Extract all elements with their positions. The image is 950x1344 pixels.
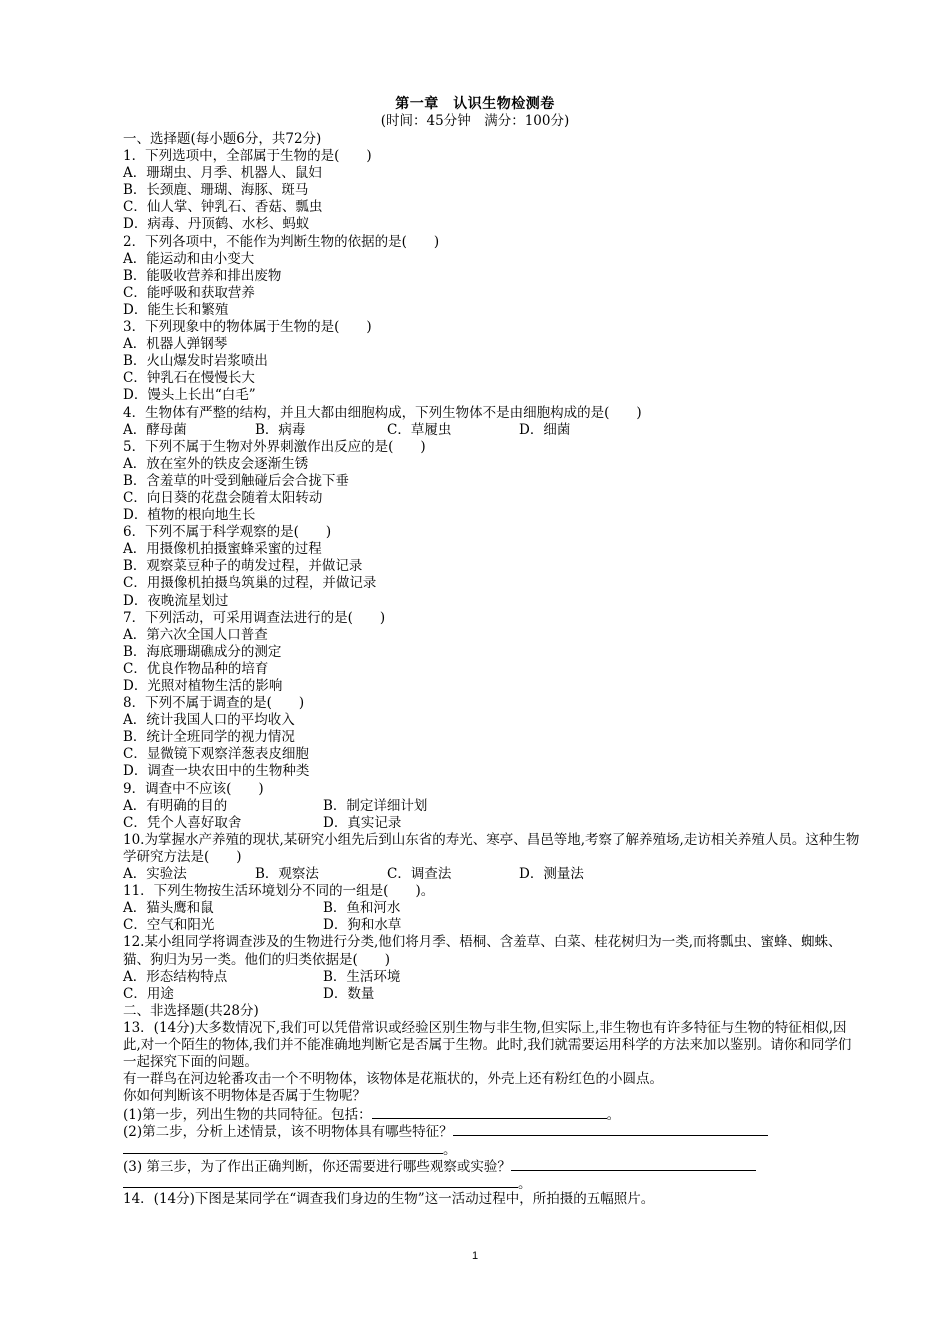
step-1 (123, 1105, 863, 1122)
document-subtitle: (时间：45分钟 满分：100分) (380, 113, 570, 129)
answer-blank-3a[interactable] (511, 1157, 756, 1171)
options-row (123, 815, 863, 832)
option-a: A．猫头鹰和鼠 (123, 900, 214, 917)
question-3 (123, 319, 863, 404)
question-7 (123, 610, 863, 695)
option-b: B．鱼和河水 (323, 900, 401, 917)
answer-blank-1[interactable] (372, 1105, 607, 1119)
option-b: B．观察菜豆种子的萌发过程，并做记录 (123, 558, 363, 575)
page-number: 1 (471, 1250, 479, 1262)
option-d: D．能生长和繁殖 (123, 301, 229, 318)
option-d: D．真实记录 (323, 814, 402, 831)
answer-blank-2a[interactable] (453, 1122, 768, 1136)
question-13 (123, 1020, 863, 1191)
option-d: D．馒头上长出“白毛” (123, 387, 256, 404)
option-d: D．调查一块农田中的生物种类 (123, 763, 310, 780)
question-stem: 4．生物体有严整的结构，并且大都由细胞构成，下列生物体不是由细胞构成的是( ) (123, 404, 642, 421)
option-c: C．调查法 (387, 866, 452, 883)
option-b: B．长颈鹿、珊瑚、海豚、斑马 (123, 182, 309, 199)
step-3-text: (3) 第三步，为了作出正确判断，你还需要进行哪些观察或实验？ (123, 1158, 511, 1175)
option-b: B．病毒 (255, 421, 306, 438)
question-10 (123, 832, 863, 883)
question-stem: 9．调查中不应该( ) (123, 780, 264, 797)
question-stem: 11．下列生物按生活环境划分不同的一组是( )。 (123, 883, 435, 900)
section-heading-nonchoice: 二、非选择题(共28分) (123, 1002, 259, 1019)
option-d: D．数量 (323, 985, 375, 1002)
blank-period: 。 (518, 1175, 532, 1192)
option-a: A．第六次全国人口普查 (123, 626, 268, 643)
question-stem: 14．(14分)下图是某同学在“调查我们身边的生物”这一活动过程中，所拍摄的五幅照片。 (123, 1190, 655, 1207)
option-c: C．能呼吸和获取营养 (123, 284, 255, 301)
question-stem: 10.为掌握水产养殖的现状,某研究小组先后到山东省的寿光、寒亭、昌邑等地,考察了解养殖场,走访相关养殖人员。这种生物学研究方法是( ) (123, 831, 860, 865)
step-1-text: (1)第一步，列出生物的共同特征。包括： (123, 1107, 372, 1124)
option-d: D．夜晚流星划过 (123, 592, 229, 609)
option-b: B．火山爆发时岩浆喷出 (123, 353, 268, 370)
option-a: A．形态结构特点 (123, 968, 228, 985)
option-d: D．细菌 (519, 421, 571, 438)
question-12 (123, 934, 863, 1002)
options-row (123, 866, 863, 883)
question-14 (123, 1191, 863, 1208)
question-stem: 8．下列不属于调查的是( ) (123, 695, 305, 712)
option-a: A．机器人弹钢琴 (123, 336, 228, 353)
option-b: B．能吸收营养和排出废物 (123, 267, 282, 284)
question-8 (123, 695, 863, 780)
option-c: C．优良作物品种的培育 (123, 660, 269, 677)
document-title: 第一章 认识生物检测卷 (395, 96, 555, 112)
blank-period: 。 (606, 1107, 621, 1124)
option-a: A．统计我国人口的平均收入 (123, 712, 295, 729)
option-b: B．统计全班同学的视力情况 (123, 729, 295, 746)
question-stem: 2．下列各项中，不能作为判断生物的依据的是( ) (123, 233, 440, 250)
option-b: B．观察法 (255, 866, 319, 883)
question-stem: 1．下列选项中，全部属于生物的是( ) (123, 148, 372, 165)
option-b: B．制定详细计划 (323, 797, 428, 814)
question-9 (123, 781, 863, 832)
document-body (123, 131, 863, 1208)
options-row (123, 422, 863, 439)
step-2-cont (123, 1140, 863, 1157)
options-row (123, 917, 863, 934)
option-b: B．海底珊瑚礁成分的测定 (123, 643, 282, 660)
option-c: C．凭个人喜好取舍 (123, 814, 242, 831)
question-4 (123, 405, 863, 439)
section-heading-choice: 一、选择题(每小题6分，共72分) (123, 131, 322, 147)
option-a: A．有明确的目的 (123, 797, 228, 814)
option-a: A．放在室外的铁皮会逐渐生锈 (123, 455, 309, 472)
option-a: A．珊瑚虫、月季、机器人、鼠妇 (123, 165, 322, 182)
option-c: C．用途 (123, 985, 174, 1002)
option-b: B．生活环境 (323, 968, 401, 985)
step-2-text: (2)第二步，分析上述情景，该不明物体具有哪些特征？ (123, 1124, 453, 1141)
option-d: D．狗和水草 (323, 917, 402, 934)
option-c: C．用摄像机拍摄鸟筑巢的过程，并做记录 (123, 575, 377, 592)
step-3 (123, 1157, 863, 1174)
options-row (123, 798, 863, 815)
answer-blank-2b[interactable] (123, 1140, 443, 1154)
option-d: D．测量法 (519, 866, 584, 883)
question-5 (123, 439, 863, 524)
question-intro: 13．(14分)大多数情况下,我们可以凭借常识或经验区别生物与非生物,但实际上,非生物也有许多特征与生物的特征相似,因此,对一个陌生的物体,我们并不能准确地判断它是否属于生物。此时,我们就需要运用科学的方法来加以鉴别。请你和同学们一起探究下面的问题。 (123, 1019, 852, 1071)
option-d: D．植物的根向地生长 (123, 507, 256, 524)
option-a: A．能运动和由小变大 (123, 250, 255, 267)
blank-period: 。 (443, 1141, 457, 1158)
question-2 (123, 234, 863, 319)
question-stem: 6．下列不属于科学观察的是( ) (123, 524, 332, 541)
question-stem: 7．下列活动，可采用调查法进行的是( ) (123, 609, 386, 626)
options-row (123, 986, 863, 1003)
option-d: D．光照对植物生活的影响 (123, 678, 283, 694)
option-c: C．显微镜下观察洋葱表皮细胞 (123, 746, 309, 763)
question-stem: 5．下列不属于生物对外界刺激作出反应的是( ) (123, 438, 426, 455)
question-stem: 3．下列现象中的物体属于生物的是( ) (123, 319, 372, 336)
step-2 (123, 1122, 863, 1139)
option-d: D．病毒、丹顶鹤、水杉、蚂蚁 (123, 216, 310, 233)
step-3-cont (123, 1174, 863, 1191)
option-c: C．草履虫 (387, 421, 452, 438)
question-scene: 有一群鸟在河边轮番攻击一个不明物体，该物体是花瓶状的，外壳上还有粉红色的小圆点。 (123, 1071, 663, 1088)
question-1 (123, 148, 863, 233)
question-stem: 12.某小组同学将调查涉及的生物进行分类,他们将月季、梧桐、含羞草、白菜、桂花树归为一类,而将瓢虫、蜜蜂、蜘蛛、猫、狗归为另一类。他们的归类依据是( ) (123, 934, 842, 968)
option-c: C．空气和阳光 (123, 917, 215, 934)
question-ask: 你如何判断该不明物体是否属于生物呢？ (123, 1088, 366, 1105)
question-11 (123, 883, 863, 934)
option-a: A．实验法 (123, 866, 187, 883)
option-b: B．含羞草的叶受到触碰后会合拢下垂 (123, 472, 349, 489)
answer-blank-3b[interactable] (123, 1174, 518, 1188)
option-c: C．仙人掌、钟乳石、香菇、瓢虫 (123, 199, 323, 216)
option-c: C．向日葵的花盘会随着太阳转动 (123, 489, 323, 506)
options-row (123, 969, 863, 986)
option-a: A．用摄像机拍摄蜜蜂采蜜的过程 (123, 541, 322, 558)
question-6 (123, 524, 863, 609)
options-row (123, 900, 863, 917)
option-a: A．酵母菌 (123, 421, 187, 438)
option-c: C．钟乳石在慢慢长大 (123, 370, 255, 387)
